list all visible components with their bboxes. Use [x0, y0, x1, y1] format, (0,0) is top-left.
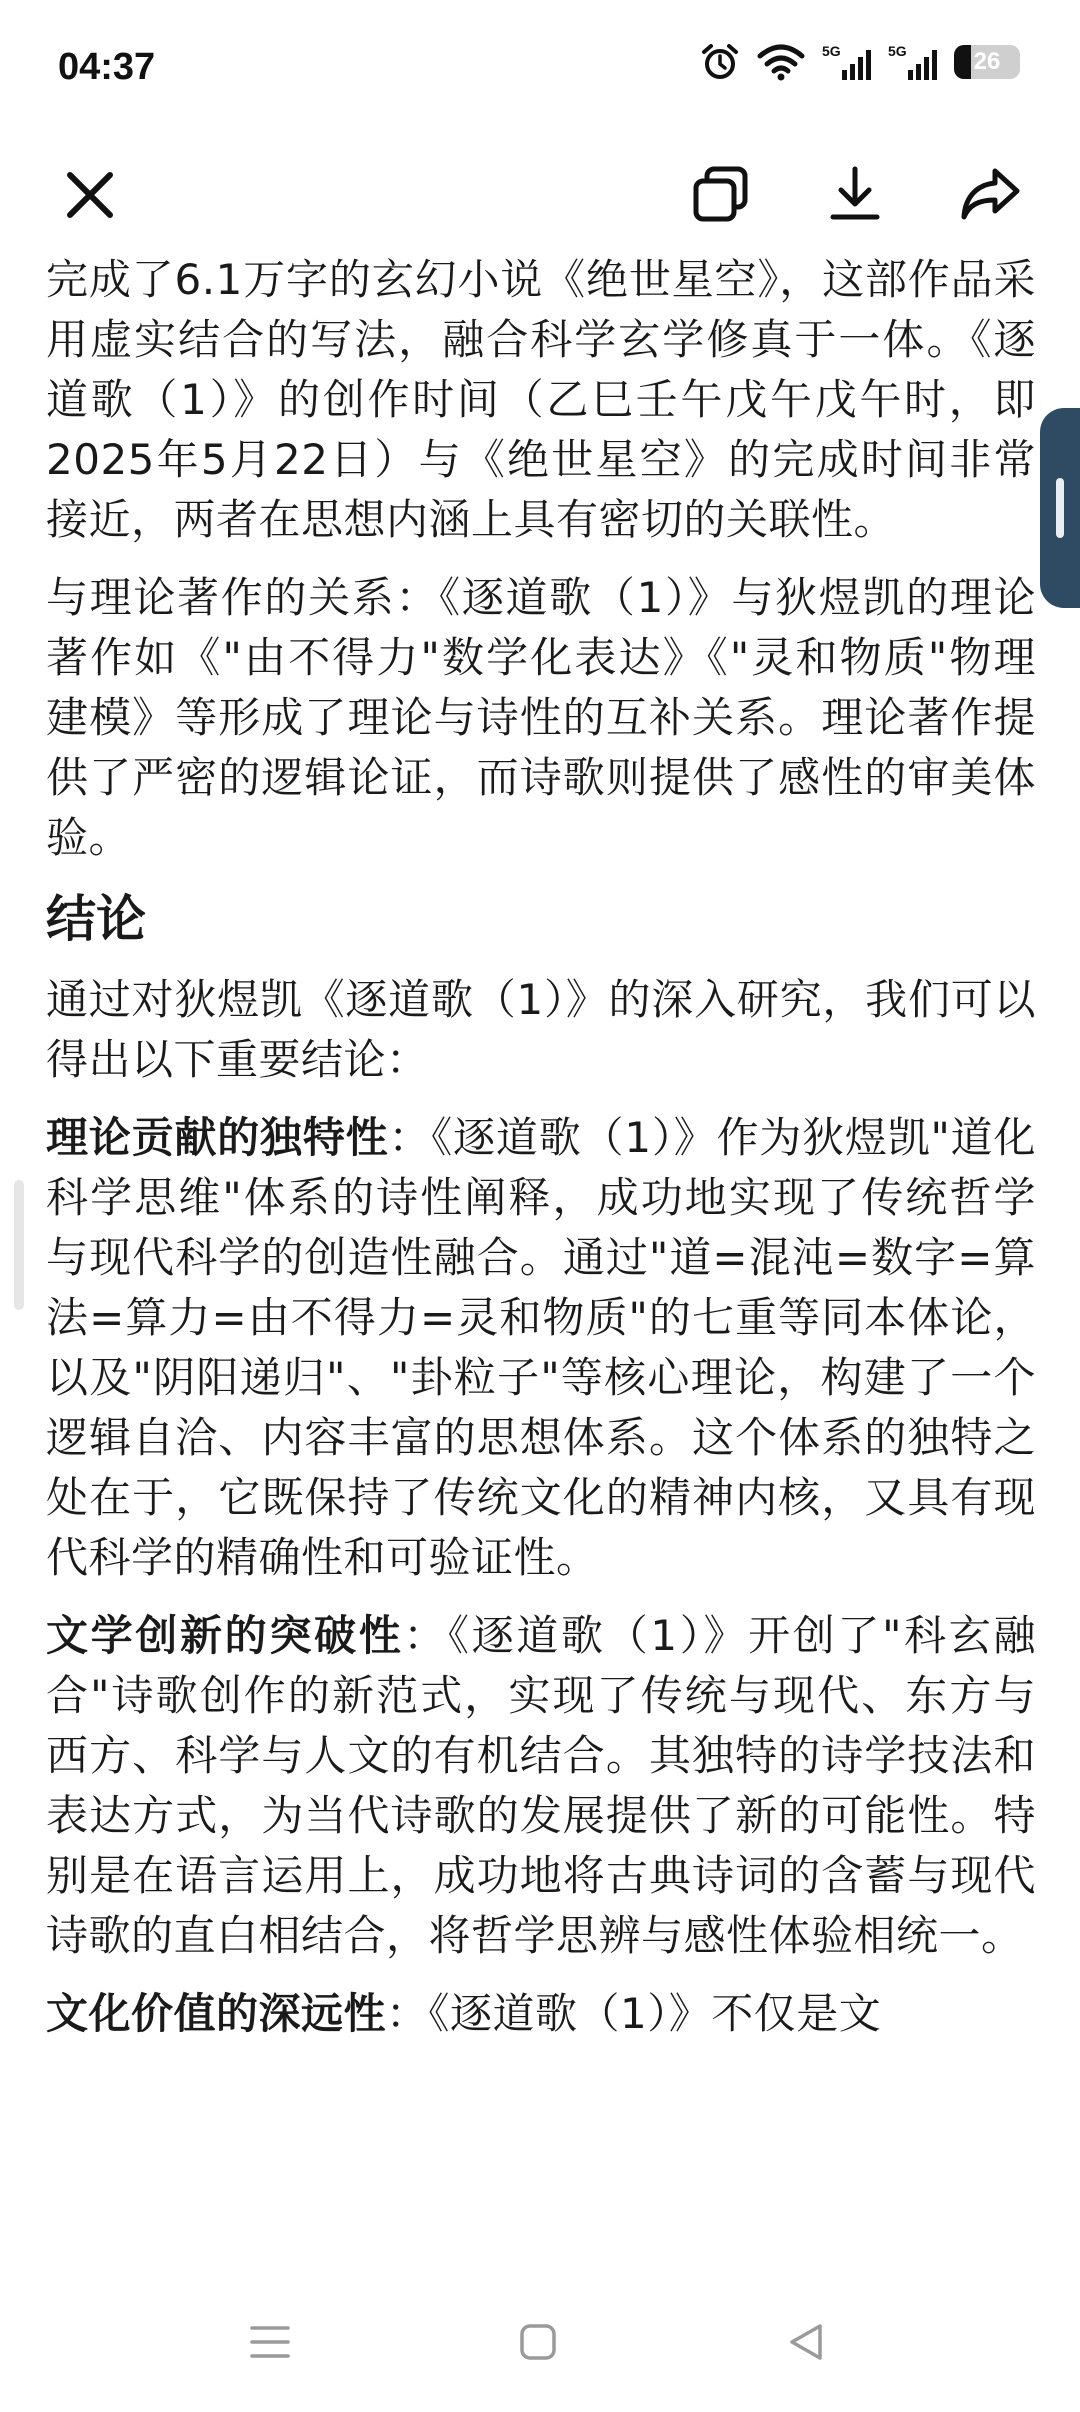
back-button[interactable] [756, 2302, 856, 2382]
bold-term: 理论贡献的独特性 [46, 1113, 389, 1162]
status-bar [0, 0, 1080, 140]
bold-term: 文化价值的深远性 [46, 1989, 387, 2038]
home-icon [518, 2322, 558, 2362]
share-icon [959, 165, 1023, 225]
paragraph-text: ：《逐道歌（1）》开创了"科玄融合"诗歌创作的新范式，实现了传统与现代、东方与西方、科学与人文的有机结合。其独特的诗学技法和表达方式，为当代诗歌的发展提供了新的可能性。特别是在语言运用上，成功地将古典诗词的含蓄与现代诗歌的直白相结合，将哲学思辨与感性体验相统一。 [46, 1611, 1036, 1960]
share-button[interactable] [946, 150, 1036, 240]
menu-icon [248, 2322, 292, 2362]
paragraph-literary-innovation [46, 1606, 1036, 1966]
battery-icon [954, 45, 1020, 79]
status-time: 04:37 [58, 46, 156, 88]
edge-handle[interactable] [14, 1180, 24, 1310]
heading-conclusion: 结论 [46, 890, 146, 948]
paragraph-relation-novel: 完成了6.1万字的玄幻小说《绝世星空》，这部作品采用虚实结合的写法，融合科学玄学修真于一体。《逐道歌（1）》的创作时间（乙巳壬午戊午戊午时，即2025年5月22日）与《绝世星空》的完成时间非常接近，两者在思想内涵上具有密切的关联性。 [46, 255, 1036, 544]
svg-text:5G: 5G [888, 43, 907, 59]
alarm-icon [700, 42, 740, 82]
home-button[interactable] [488, 2302, 588, 2382]
bold-term: 文学创新的突破性 [46, 1611, 404, 1660]
battery-fill [954, 45, 971, 79]
paragraph-text: ：《逐道歌（1）》不仅是文 [386, 1989, 882, 2038]
paragraph-theory-contribution [46, 1108, 1036, 1588]
close-button[interactable] [45, 150, 135, 240]
close-icon [62, 167, 118, 223]
paragraph-conclusion-intro: 通过对狄煜凯《逐道歌（1）》的深入研究，我们可以得出以下重要结论： [46, 975, 1036, 1084]
scroll-grip [1056, 478, 1064, 538]
navigation-bar [0, 2272, 1080, 2412]
toolbar [0, 140, 1080, 250]
download-button[interactable] [810, 150, 900, 240]
download-icon [825, 165, 885, 225]
document-content [46, 210, 1036, 2270]
copy-icon [691, 165, 751, 225]
signal-5g-icon [888, 42, 938, 82]
battery-level: 26 [973, 48, 1001, 75]
paragraph-relation-theory: 与理论著作的关系：《逐道歌（1）》与狄煜凯的理论著作如《"由不得力"数学化表达》《"灵和物质"物理建模》等形成了理论与诗性的互补关系。理论著作提供了严密的逻辑论证，而诗歌则提供了感性的审美体验。 [46, 573, 1036, 862]
wifi-icon [756, 42, 806, 82]
menu-button[interactable] [220, 2302, 320, 2382]
copy-button[interactable] [676, 150, 766, 240]
status-icons [700, 42, 1020, 82]
paragraph-text: ：《逐道歌（1）》作为狄煜凯"道化科学思维"体系的诗性阐释，成功地实现了传统哲学与现代科学的创造性融合。通过"道=混沌=数字=算法=算力=由不得力=灵和物质"的七重等同本体论，以及"阴阳递归"、"卦粒子"等核心理论，构建了一个逻辑自洽、内容丰富的思想体系。这个体系的独特之处在于，它既保持了传统文化的精神内核，又具有现代科学的精确性和可验证性。 [46, 1113, 1036, 1582]
scroll-handle[interactable] [1040, 408, 1080, 608]
signal-5g-icon [822, 42, 872, 82]
paragraph-cultural-value [46, 1984, 1036, 2044]
svg-text:5G: 5G [822, 43, 841, 59]
back-icon [786, 2322, 826, 2362]
